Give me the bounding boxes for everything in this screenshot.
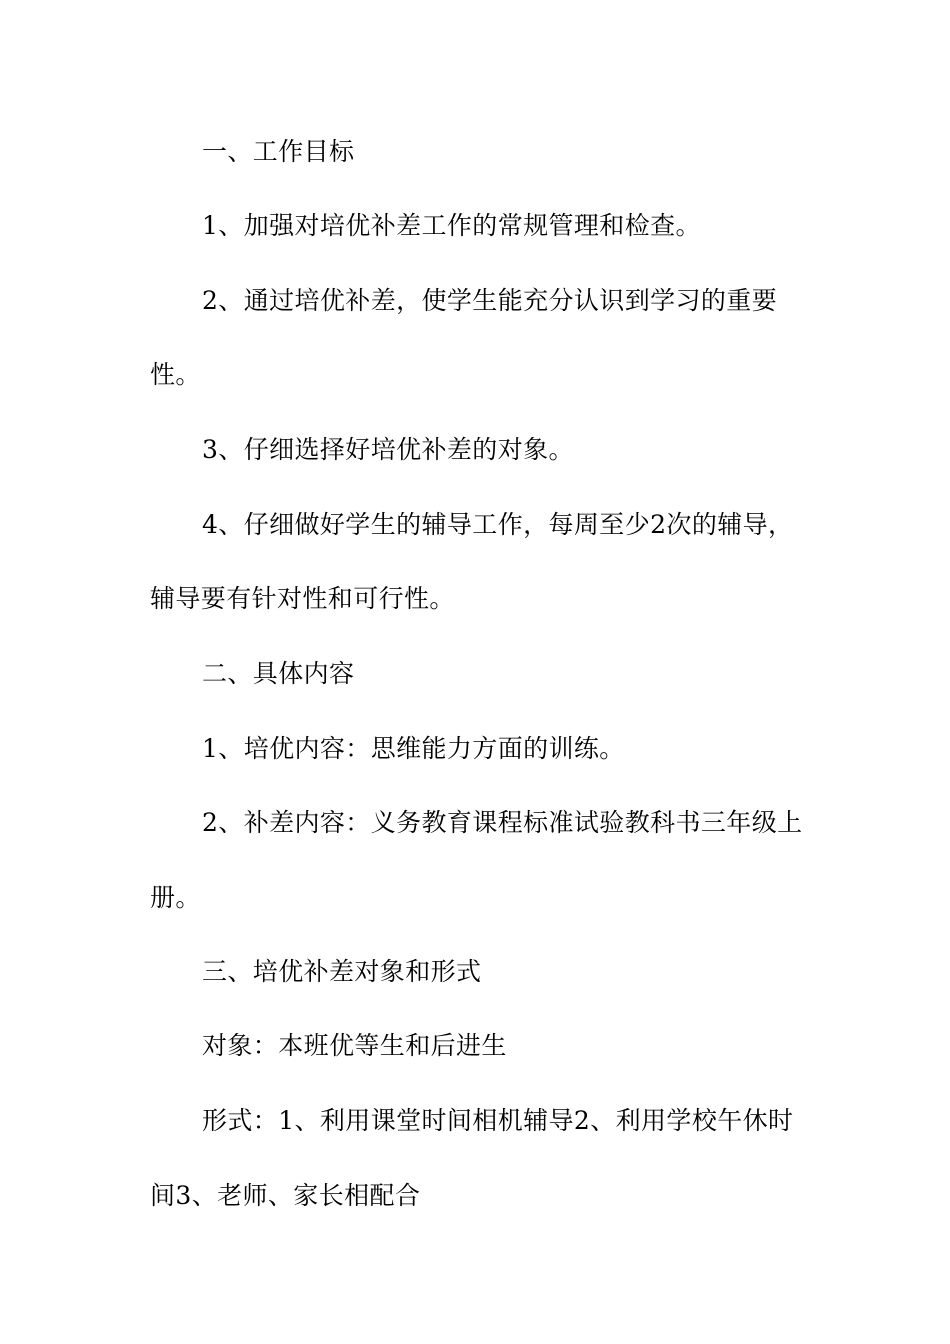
paragraph-line: 3、仔细选择好培优补差的对象。 [202,435,574,464]
paragraph-line: 册。 [150,883,201,912]
paragraph-line: 1、加强对培优补差工作的常规管理和检查。 [202,211,701,240]
section-heading-goals: 一、工作目标 [202,137,355,166]
paragraph-line: 间3、老师、家长相配合 [150,1181,421,1210]
paragraph-line: 辅导要有针对性和可行性。 [150,584,455,613]
section-heading-content: 二、具体内容 [202,659,355,688]
paragraph-line: 对象：本班优等生和后进生 [202,1031,507,1060]
paragraph-line: 性。 [150,360,201,389]
paragraph-line: 1、培优内容：思维能力方面的训练。 [202,734,625,763]
paragraph-line: 2、通过培优补差，使学生能充分认识到学习的重要 [202,286,778,315]
section-heading-targets: 三、培优补差对象和形式 [202,957,482,986]
paragraph-line: 形式：1、利用课堂时间相机辅导2、利用学校午休时 [202,1106,794,1135]
paragraph-line: 2、补差内容：义务教育课程标准试验教科书三年级上 [202,808,803,837]
paragraph-line: 4、仔细做好学生的辅导工作，每周至少2次的辅导， [202,510,794,539]
